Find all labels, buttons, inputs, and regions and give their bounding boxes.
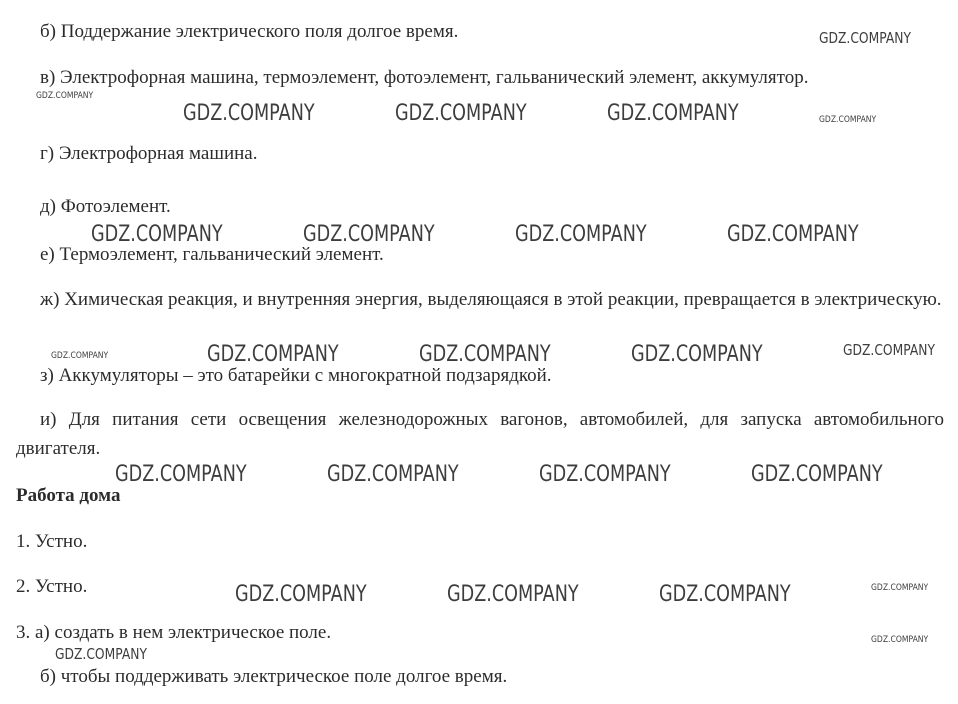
watermark: GDZ.COMPANY (55, 645, 147, 663)
answer-g: г) Электрофорная машина. (40, 143, 258, 164)
answer-z: з) Аккумуляторы – это батарейки с многократной подзарядкой. (40, 365, 552, 386)
watermark: GDZ.COMPANY (91, 222, 223, 247)
homework-item-3b: б) чтобы поддерживать электрическое поле долгое время. (40, 666, 508, 687)
watermark: GDZ.COMPANY (327, 462, 459, 487)
watermark: GDZ.COMPANY (515, 222, 647, 247)
watermark: GDZ.COMPANY (51, 351, 109, 361)
watermark: GDZ.COMPANY (36, 91, 94, 101)
homework-item-2: 2. Устно. (16, 576, 88, 597)
watermark: GDZ.COMPANY (115, 462, 247, 487)
homework-item-3a: 3. а) создать в нем электрическое поле. (16, 622, 332, 643)
watermark: GDZ.COMPANY (235, 582, 367, 607)
watermark: GDZ.COMPANY (207, 342, 339, 367)
watermark: GDZ.COMPANY (871, 635, 929, 645)
watermark: GDZ.COMPANY (819, 115, 877, 125)
answer-e: е) Термоэлемент, гальванический элемент. (40, 244, 384, 265)
answer-v: в) Электрофорная машина, термоэлемент, фотоэлемент, гальванический элемент, аккумулятор. (40, 67, 809, 88)
watermark: GDZ.COMPANY (751, 462, 883, 487)
answer-b: б) Поддержание электрического поля долгое время. (40, 21, 459, 42)
section-heading-homework: Работа дома (16, 485, 121, 506)
watermark: GDZ.COMPANY (183, 101, 315, 126)
watermark: GDZ.COMPANY (419, 342, 551, 367)
homework-item-1: 1. Устно. (16, 531, 88, 552)
watermark: GDZ.COMPANY (539, 462, 671, 487)
watermark: GDZ.COMPANY (871, 583, 929, 593)
answer-d: д) Фотоэлемент. (40, 196, 171, 217)
watermark: GDZ.COMPANY (631, 342, 763, 367)
watermark: GDZ.COMPANY (843, 341, 935, 359)
watermark: GDZ.COMPANY (819, 29, 911, 47)
answer-zh: ж) Химическая реакция, и внутренняя энергия, выделяющаяся в этой реакции, превращается в электрическую. (40, 289, 942, 310)
watermark: GDZ.COMPANY (447, 582, 579, 607)
watermark: GDZ.COMPANY (303, 222, 435, 247)
watermark: GDZ.COMPANY (659, 582, 791, 607)
answer-i: и) Для питания сети освещения железнодорожных вагонов, автомобилей, для запуска автомобильного двигателя. (16, 409, 944, 459)
watermark: GDZ.COMPANY (727, 222, 859, 247)
watermark: GDZ.COMPANY (607, 101, 739, 126)
watermark: GDZ.COMPANY (395, 101, 527, 126)
